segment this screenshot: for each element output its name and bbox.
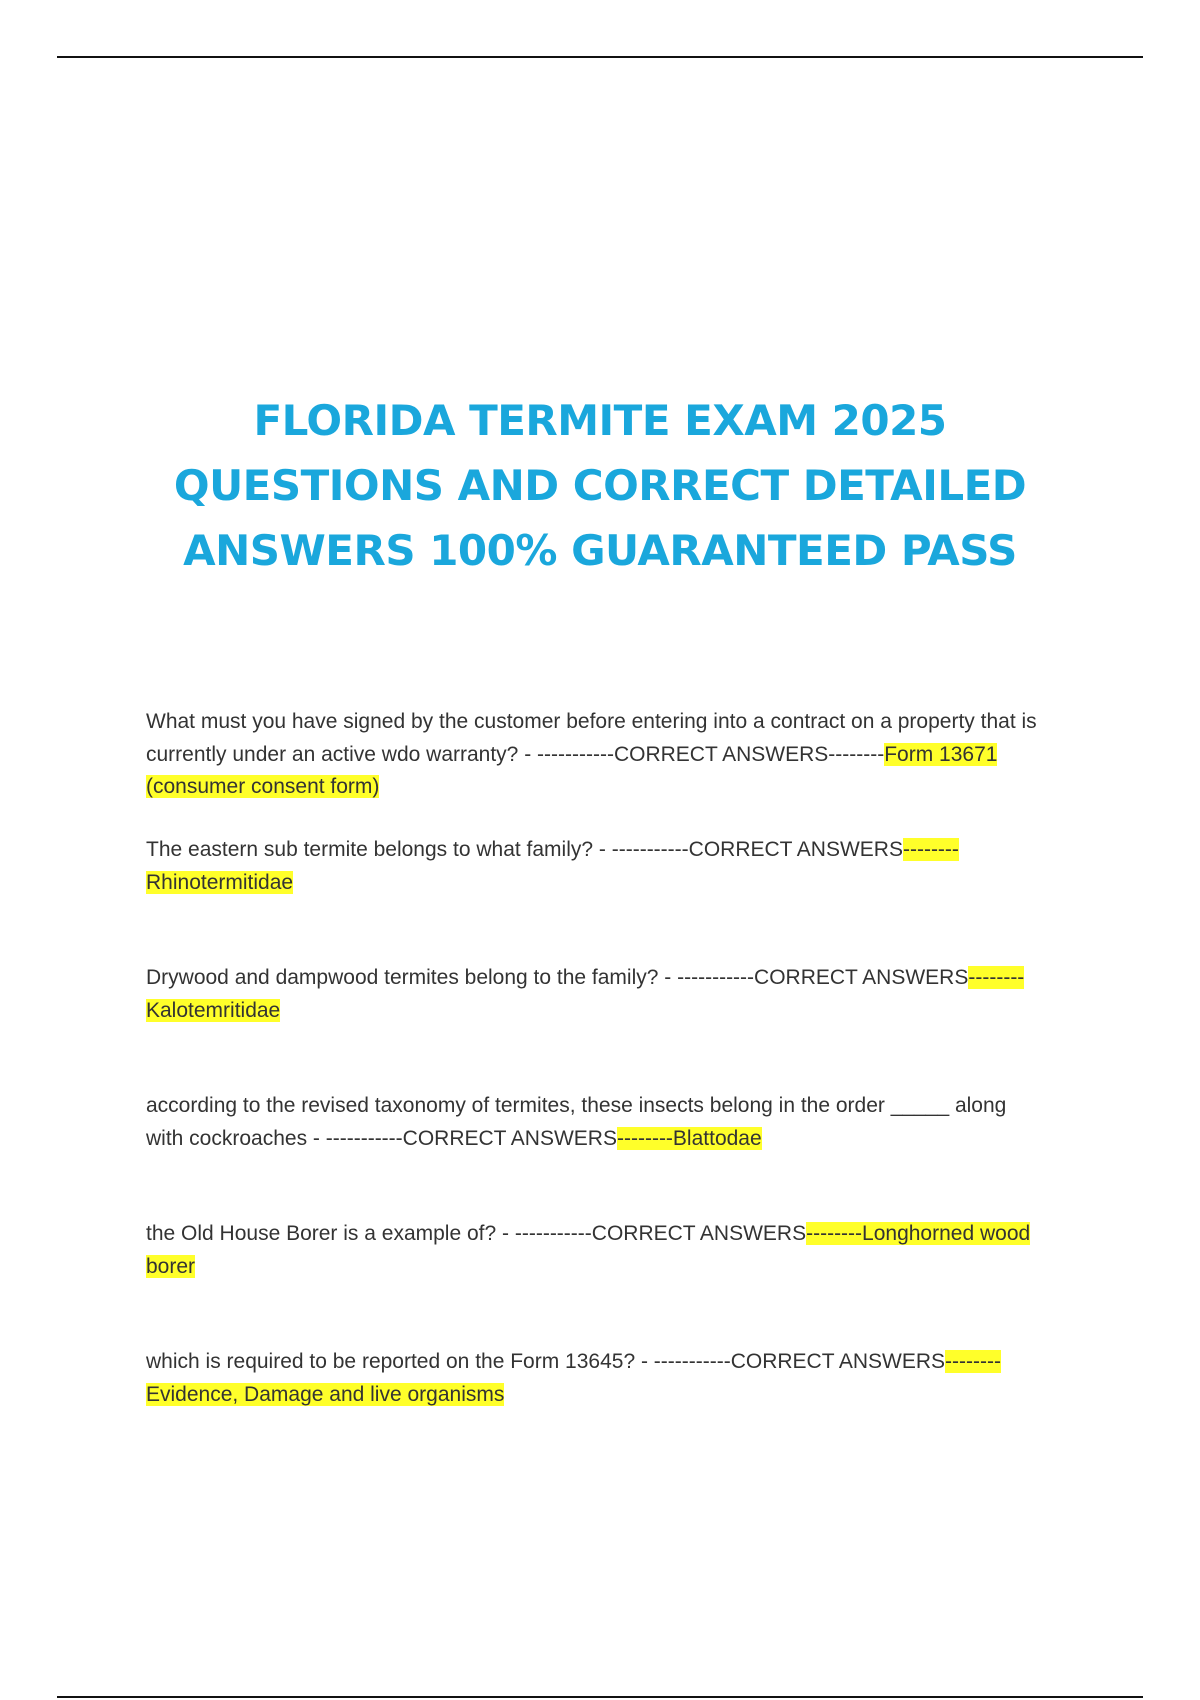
document-title [100, 388, 1100, 583]
answer-highlight: --------Blattodae [616, 1126, 762, 1150]
answer-separator: - -----------CORRECT ANSWERS [518, 742, 829, 766]
qa-item-3 [146, 962, 1046, 1090]
question-text: which is required to be reported on the Form 13645? [146, 1350, 636, 1373]
answer-text [617, 1127, 762, 1150]
qa-item-1 [146, 706, 1046, 834]
answer-separator: - -----------CORRECT ANSWERS [635, 1350, 946, 1373]
qa-item-6 [146, 1346, 1046, 1474]
qa-item-5 [146, 1218, 1046, 1346]
title-line-2: QUESTIONS AND CORRECT DETAILED [173, 461, 1027, 510]
answer-highlight: --------Evidence, Damage and live organisms [146, 1350, 1001, 1406]
answer-highlight: --------Rhinotermitidae [146, 838, 959, 894]
question-text: The eastern sub termite belongs to what family? [146, 838, 594, 861]
answer-highlight: Form 13671 (consumer consent form) [146, 742, 998, 798]
qa-list [146, 706, 1046, 1474]
qa-item-2 [146, 834, 1046, 962]
question-text: according to the revised taxonomy of termites, these insects belong in the order _____ along with cockroaches [146, 1094, 1007, 1150]
answer-highlight: --------Longhorned wood borer [146, 1222, 1031, 1278]
answer-highlight: --------Kalotemritidae [146, 966, 1025, 1022]
question-text: Drywood and dampwood termites belong to the family? [146, 966, 659, 989]
top-rule [57, 56, 1143, 58]
bottom-rule [57, 1696, 1143, 1698]
title-line-3: ANSWERS 100% GUARANTEED PASS [183, 526, 1017, 575]
answer-prefix: -------- [828, 742, 885, 766]
question-text: the Old House Borer is a example of? [146, 1222, 497, 1245]
answer-separator: - -----------CORRECT ANSWERS [307, 1126, 617, 1150]
answer-separator: - -----------CORRECT ANSWERS [593, 838, 903, 861]
question-text: What must you have signed by the customer before entering into a contract on a property that is currently under an active wdo warranty? [146, 710, 1037, 766]
answer-separator: - -----------CORRECT ANSWERS [496, 1222, 807, 1245]
answer-separator: - -----------CORRECT ANSWERS [658, 966, 969, 989]
title-line-1: FLORIDA TERMITE EXAM 2025 [253, 396, 947, 445]
qa-item-4 [146, 1090, 1046, 1218]
